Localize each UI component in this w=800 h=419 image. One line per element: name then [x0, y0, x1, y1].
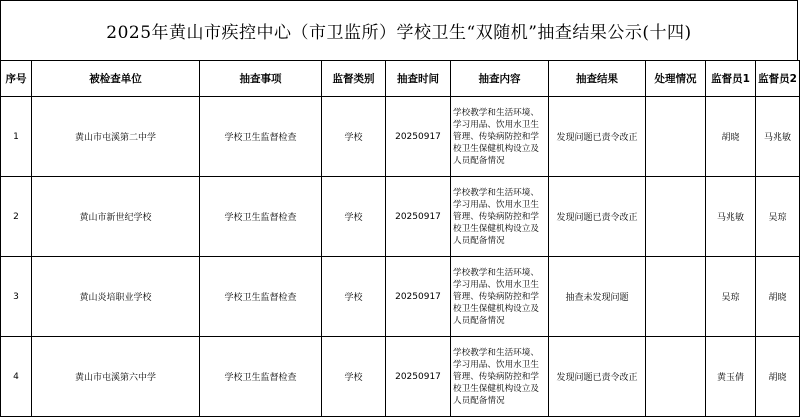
cell-content: 学校教学和生活环境、学习用品、饮用水卫生管理、传染病防控和学校卫生保健机构设立及人员配备情况 [451, 97, 549, 177]
header-date: 抽查时间 [386, 61, 451, 97]
header-unit: 被检查单位 [32, 61, 200, 97]
cell-unit: 黄山炎培职业学校 [32, 257, 200, 337]
cell-no: 1 [1, 97, 32, 177]
table-row [1, 97, 800, 177]
header-handling: 处理情况 [646, 61, 706, 97]
cell-unit: 黄山市屯溪第二中学 [32, 97, 200, 177]
cell-inspector1: 吴琼 [706, 257, 756, 337]
header-content: 抽查内容 [451, 61, 549, 97]
cell-date: 20250917 [386, 177, 451, 257]
cell-unit: 黄山市新世纪学校 [32, 177, 200, 257]
cell-category: 学校 [322, 337, 386, 417]
cell-item: 学校卫生监督检查 [200, 97, 322, 177]
results-table [0, 60, 800, 417]
cell-item: 学校卫生监督检查 [200, 257, 322, 337]
cell-date: 20250917 [386, 97, 451, 177]
cell-inspector1: 黄玉倩 [706, 337, 756, 417]
cell-result: 发现问题已责令改正 [549, 177, 646, 257]
cell-handling [646, 97, 706, 177]
cell-result: 抽查未发现问题 [549, 257, 646, 337]
cell-item: 学校卫生监督检查 [200, 337, 322, 417]
cell-item: 学校卫生监督检查 [200, 177, 322, 257]
page-title: 2025年黄山市疾控中心（市卫监所）学校卫生“双随机”抽查结果公示(十四) [0, 0, 798, 60]
cell-content: 学校教学和生活环境、学习用品、饮用水卫生管理、传染病防控和学校卫生保健机构设立及人员配备情况 [451, 177, 549, 257]
cell-result: 发现问题已责令改正 [549, 337, 646, 417]
cell-no: 4 [1, 337, 32, 417]
cell-no: 3 [1, 257, 32, 337]
cell-content: 学校教学和生活环境、学习用品、饮用水卫生管理、传染病防控和学校卫生保健机构设立及人员配备情况 [451, 257, 549, 337]
cell-handling [646, 337, 706, 417]
cell-inspector2: 胡晓 [756, 257, 800, 337]
cell-inspector2: 马兆敏 [756, 97, 800, 177]
table-row [1, 177, 800, 257]
cell-inspector1: 马兆敏 [706, 177, 756, 257]
cell-category: 学校 [322, 177, 386, 257]
header-row [1, 61, 800, 97]
cell-inspector1: 胡晓 [706, 97, 756, 177]
table-row [1, 257, 800, 337]
cell-date: 20250917 [386, 257, 451, 337]
header-inspector1: 监督员1 [706, 61, 756, 97]
header-category: 监督类别 [322, 61, 386, 97]
cell-no: 2 [1, 177, 32, 257]
header-result: 抽查结果 [549, 61, 646, 97]
header-item: 抽查事项 [200, 61, 322, 97]
cell-content: 学校教学和生活环境、学习用品、饮用水卫生管理、传染病防控和学校卫生保健机构设立及人员配备情况 [451, 337, 549, 417]
cell-handling [646, 177, 706, 257]
cell-inspector2: 胡晓 [756, 337, 800, 417]
header-inspector2: 监督员2 [756, 61, 800, 97]
cell-handling [646, 257, 706, 337]
cell-category: 学校 [322, 97, 386, 177]
header-no: 序号 [1, 61, 32, 97]
cell-unit: 黄山市屯溪第六中学 [32, 337, 200, 417]
cell-inspector2: 吴琼 [756, 177, 800, 257]
cell-category: 学校 [322, 257, 386, 337]
cell-date: 20250917 [386, 337, 451, 417]
cell-result: 发现问题已责令改正 [549, 97, 646, 177]
table-row [1, 337, 800, 417]
